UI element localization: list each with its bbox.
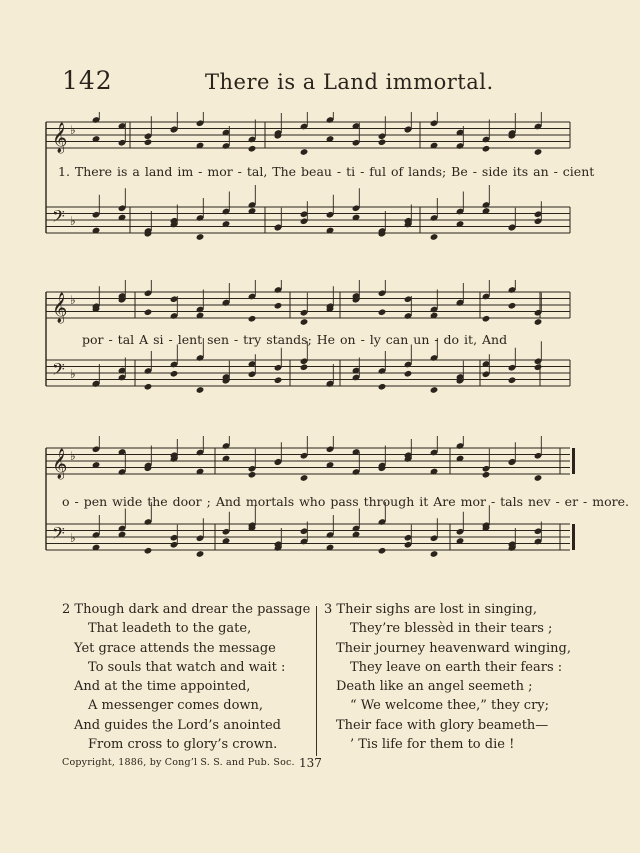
note-head [508, 302, 517, 310]
flat-icon: ♭ [70, 367, 76, 381]
note-head [170, 370, 179, 378]
bass-clef-icon: 𝄢 [52, 359, 65, 383]
verse-line: And at the time appointed, [74, 679, 251, 695]
note-head [534, 363, 543, 371]
note-head [248, 145, 257, 153]
flat-icon: ♭ [70, 531, 76, 545]
music-system-1 [40, 112, 595, 247]
verse-line: Their face with glory beameth— [336, 717, 549, 733]
note-head [430, 386, 439, 394]
note-head [404, 370, 413, 378]
copyright-notice: Copyright, 1886, by Cong’l S. S. and Pub. Soc. [62, 757, 295, 768]
verse-line: They leave on earth their fears : [350, 659, 563, 675]
note-head [196, 386, 205, 394]
flat-icon: ♭ [70, 214, 76, 228]
verse-line: To souls that watch and wait : [88, 659, 286, 675]
verse-line: That leadeth to the gate, [88, 621, 252, 637]
flat-icon: ♭ [70, 449, 76, 463]
verse-line: From cross to glory’s crown. [88, 737, 278, 753]
flat-icon: ♭ [70, 123, 76, 137]
verse-line: Death like an angel seemeth ; [336, 679, 533, 695]
note-head [274, 376, 283, 384]
bass-clef-icon: 𝄢 [52, 206, 65, 230]
note-head [300, 148, 309, 156]
verse-line: Their journey heavenward winging, [336, 640, 571, 656]
lyric-line-1: 1. There is a land im - mor - tal, The beau - ti - ful of lands; Be - side its an - cient [58, 164, 595, 179]
note-head [300, 363, 309, 371]
bass-clef-icon: 𝄢 [52, 523, 65, 547]
page-number: 137 [299, 756, 322, 770]
note-head [508, 376, 517, 384]
verse-line: They’re blessèd in their tears ; [350, 621, 553, 637]
note-head [534, 318, 543, 326]
final-barline [572, 524, 575, 550]
note-head [144, 138, 153, 146]
verse-2 [62, 600, 310, 754]
note-head [144, 308, 153, 316]
note-head [378, 547, 387, 555]
note-head [482, 315, 491, 323]
note-head [248, 471, 257, 479]
note-head [378, 383, 387, 391]
verse-line: Yet grace attends the message [74, 640, 276, 656]
note-head [144, 383, 153, 391]
flat-icon: ♭ [70, 293, 76, 307]
treble-clef-icon: 𝄞 [52, 123, 68, 153]
lyric-line-3: o - pen wide the door ; And mortals who pass through it Are mor - tals nev - er - more. [62, 494, 629, 509]
hymn-title: There is a Land immortal. [205, 70, 494, 94]
verses-section [0, 600, 640, 760]
treble-clef-icon: 𝄞 [52, 449, 68, 479]
note-head [378, 138, 387, 146]
note-head [378, 308, 387, 316]
verse-number: 2 [62, 602, 71, 617]
verse-line: A messenger comes down, [88, 698, 264, 714]
note-head [274, 302, 283, 310]
verse-3 [324, 600, 571, 754]
hymn-number: 142 [62, 66, 113, 95]
note-head [144, 547, 153, 555]
verse-line: Though dark and drear the passage [74, 602, 311, 617]
verse-line: “ We welcome thee,” they cry; [350, 698, 550, 714]
note-head [196, 233, 205, 241]
treble-clef-icon: 𝄞 [52, 293, 68, 323]
verse-number: 3 [324, 602, 333, 617]
note-head [534, 474, 543, 482]
note-head [300, 318, 309, 326]
note-head [196, 550, 205, 558]
note-head [482, 145, 491, 153]
note-head [534, 148, 543, 156]
verse-line: ’ Tis life for them to die ! [350, 737, 515, 753]
music-staff-svg [40, 112, 595, 247]
note-head [430, 550, 439, 558]
column-divider [316, 606, 317, 756]
final-barline [572, 448, 575, 474]
verse-line: And guides the Lord’s anointed [74, 717, 281, 733]
note-head [430, 233, 439, 241]
verse-line: Their sighs are lost in singing, [336, 602, 537, 617]
lyric-line-2: por - tal A si - lent sen - try stands; He on - ly can un - do it, And [82, 332, 508, 347]
note-head [248, 315, 257, 323]
note-head [482, 471, 491, 479]
note-head [300, 474, 309, 482]
